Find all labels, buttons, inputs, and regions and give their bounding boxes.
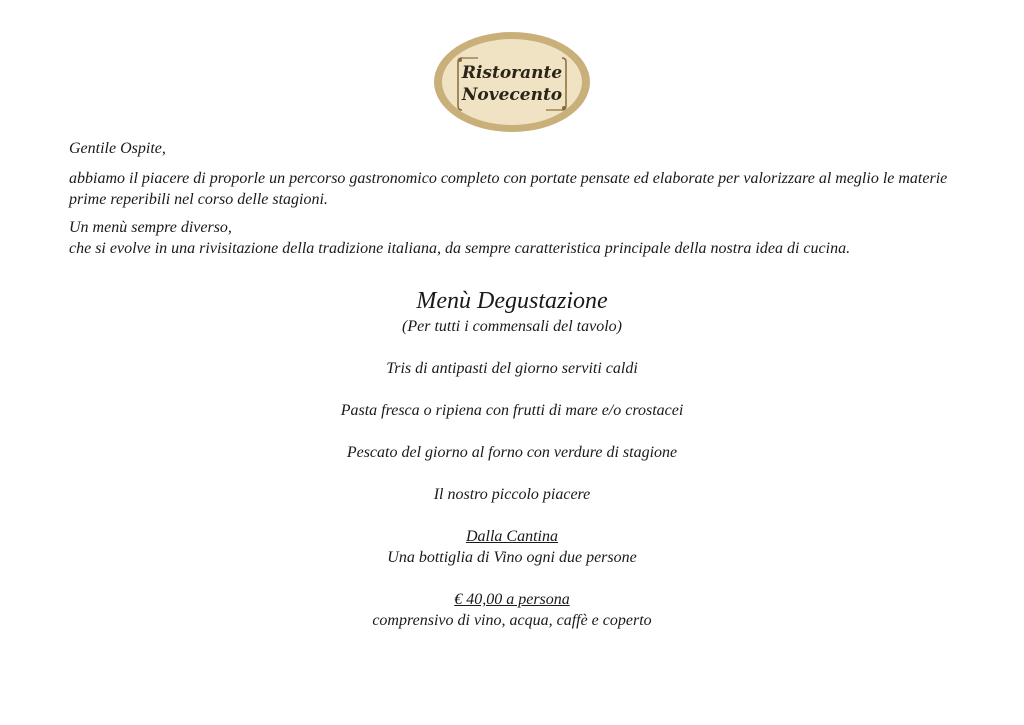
price-note: comprensivo di vino, acqua, caffè e coperto [372, 612, 652, 629]
greeting: Gentile Ospite, [69, 140, 166, 157]
wine-heading: Dalla Cantina [465, 528, 558, 545]
restaurant-logo [432, 30, 592, 134]
menu-title: Menù Degustazione [416, 288, 608, 314]
intro-paragraph-2 [69, 217, 959, 259]
logo-line-1: Ristorante [461, 63, 563, 83]
intro-paragraph-1: abbiamo il piacere di proporle un percorso gastronomico completo con portate pensate ed elaborate per valorizzare al meglio le materie prime reperibili nel corso delle stagioni. [69, 170, 948, 208]
course-item: Tris di antipasti del giorno serviti caldi [386, 360, 638, 377]
course-item: Pasta fresca o ripiena con frutti di mare e/o crostacei [340, 402, 684, 419]
intro-paragraph-2-line-2: che si evolve in una rivisitazione della tradizione italiana, da sempre caratteristica principale della nostra idea di cucina. [69, 240, 851, 257]
intro-paragraph-2-line-1: Un menù sempre diverso, [69, 219, 232, 236]
logo-line-2: Novecento [461, 85, 563, 105]
course-item: Pescato del giorno al forno con verdure di stagione [346, 444, 678, 461]
wine-text: Una bottiglia di Vino ogni due persone [387, 549, 637, 566]
course-item: Il nostro piccolo piacere [433, 486, 591, 503]
menu-price: € 40,00 a persona [454, 591, 570, 608]
intro-section [69, 138, 959, 266]
tasting-menu [0, 286, 1024, 631]
menu-subtitle: (Per tutti i commensali del tavolo) [402, 318, 622, 335]
